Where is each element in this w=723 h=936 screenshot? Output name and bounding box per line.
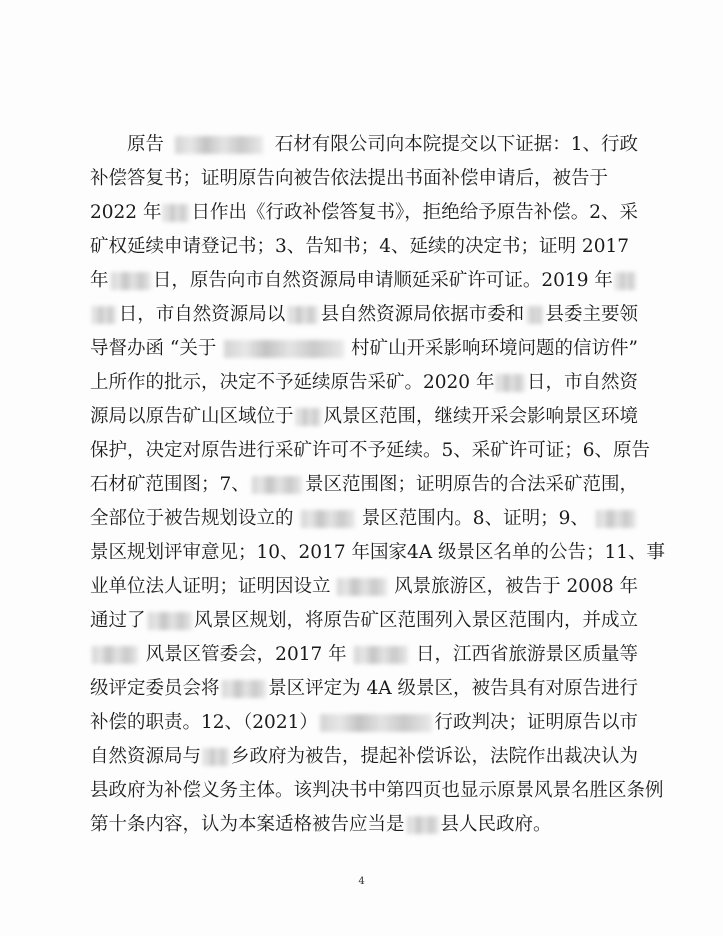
text-line	[90, 366, 638, 400]
text-line	[90, 230, 638, 264]
text-line	[90, 468, 638, 502]
text-segment: 县政府为补偿义务主体。该判决书中第四页也显示原景风景名胜区条例	[90, 780, 664, 801]
text-segment: 源局以原告矿山区域位于	[90, 406, 294, 427]
text-segment: 县委主要领	[545, 304, 638, 325]
redacted-date	[496, 374, 525, 392]
text-segment: 业单位法人证明；证明因设立	[90, 576, 331, 597]
text-line	[90, 298, 638, 332]
redacted-scenic-area	[92, 646, 138, 664]
redacted-name	[175, 136, 263, 154]
text-segment: 2022 年	[90, 202, 162, 223]
redacted-county	[288, 306, 318, 324]
page-number: 4	[358, 876, 365, 887]
redacted-scenic-area	[296, 408, 322, 426]
text-line	[90, 740, 638, 774]
redacted-scenic-area	[337, 578, 387, 596]
text-segment: 行政判决；证明原告以市	[434, 712, 638, 733]
redacted-township	[203, 748, 229, 766]
text-segment: 上所作的批示，决定不予延续原告采矿。2020 年	[90, 372, 495, 393]
text-segment: 县人民政府。	[440, 814, 552, 835]
redacted-date	[354, 646, 408, 664]
text-line	[90, 502, 638, 536]
text-line	[90, 570, 638, 604]
text-line	[90, 536, 666, 570]
text-line	[90, 808, 638, 842]
text-segment: 补偿的职责。12、（2021）	[90, 712, 318, 733]
redacted-scenic-area	[222, 680, 267, 698]
redacted-scenic-area	[252, 476, 302, 494]
redacted-scenic-area	[301, 510, 355, 528]
text-line	[90, 638, 638, 672]
text-segment: 景区范围图；证明原告的合法采矿范围，	[304, 474, 638, 495]
text-segment: 日，原告向市自然资源局申请顺延采矿许可证。2019 年	[152, 270, 613, 291]
text-segment: 乡政府为被告，提起补偿诉讼，法院作出裁决认为	[230, 746, 638, 767]
text-segment: 全部位于被告规划设立的	[90, 508, 294, 529]
text-line	[90, 604, 638, 638]
text-line	[90, 264, 638, 298]
text-segment: 级评定委员会将	[90, 678, 220, 699]
text-segment: 保护，决定对原告进行采矿许可不予延续。5、采矿许可证；6、原告	[90, 440, 651, 461]
text-segment: 补偿答复书；证明原告向被告依法提出书面补偿申请后，被告于	[90, 168, 609, 189]
text-line	[90, 162, 638, 196]
redacted-county	[527, 306, 543, 324]
text-segment: 日，江西省旅游景区质量等	[415, 644, 638, 665]
text-segment: 景区规划评审意见；10、2017 年国家4A 级景区名单的公告；11、事	[90, 542, 666, 563]
text-line	[90, 706, 638, 740]
text-segment: 自然资源局与	[90, 746, 202, 767]
text-line	[90, 774, 664, 808]
text-segment: 导督办函 “关于	[90, 338, 217, 359]
text-segment: 年	[90, 270, 109, 291]
text-segment: 风景旅游区，被告于 2008 年	[394, 576, 638, 597]
text-segment: 石材有限公司向本院提交以下证据：1、行政	[274, 134, 638, 155]
redacted-date	[615, 272, 636, 290]
redacted-scenic-area	[596, 510, 636, 528]
redacted-case-number	[320, 714, 433, 732]
text-line	[90, 672, 638, 706]
text-segment: 矿权延续申请登记书；3、告知书；4、延续的决定书；证明 2017	[90, 236, 630, 257]
text-line	[90, 128, 638, 162]
redacted-location	[224, 340, 344, 358]
text-line	[90, 434, 651, 468]
text-segment: 日，市自然资源局以	[118, 304, 286, 325]
text-line	[90, 400, 638, 434]
text-segment: 通过了	[90, 610, 146, 631]
text-line	[90, 332, 638, 366]
text-segment: 日作出《行政补偿答复书》，拒绝给予原告补偿。2、采	[191, 202, 638, 223]
text-segment: 景区范围内。8、证明；9、	[361, 508, 589, 529]
text-segment: 景区评定为 4A 级景区，被告具有对原告进行	[268, 678, 638, 699]
text-line	[90, 196, 638, 230]
redacted-scenic-area	[148, 612, 192, 630]
evidence-paragraph	[90, 128, 666, 842]
text-segment: 石材矿范围图；7、	[90, 474, 250, 495]
text-segment: 日，市自然资	[526, 372, 638, 393]
text-segment: 第十条内容，认为本案适格被告应当是	[90, 814, 405, 835]
redacted-date	[163, 204, 189, 222]
redacted-county	[407, 816, 439, 834]
text-segment: 原告	[127, 134, 165, 155]
text-segment: 风景区规划，将原告矿区范围列入景区范围内，并成立	[193, 610, 638, 631]
text-segment: 风景区管委会，2017 年	[145, 644, 347, 665]
text-segment: 村矿山开采影响环境问题的信访件”	[351, 338, 638, 359]
text-segment: 风景区范围，继续开采会影响景区环境	[323, 406, 638, 427]
redacted-date	[111, 272, 151, 290]
redacted-date	[92, 306, 116, 324]
text-segment: 县自然资源局依据市委和	[320, 304, 525, 325]
